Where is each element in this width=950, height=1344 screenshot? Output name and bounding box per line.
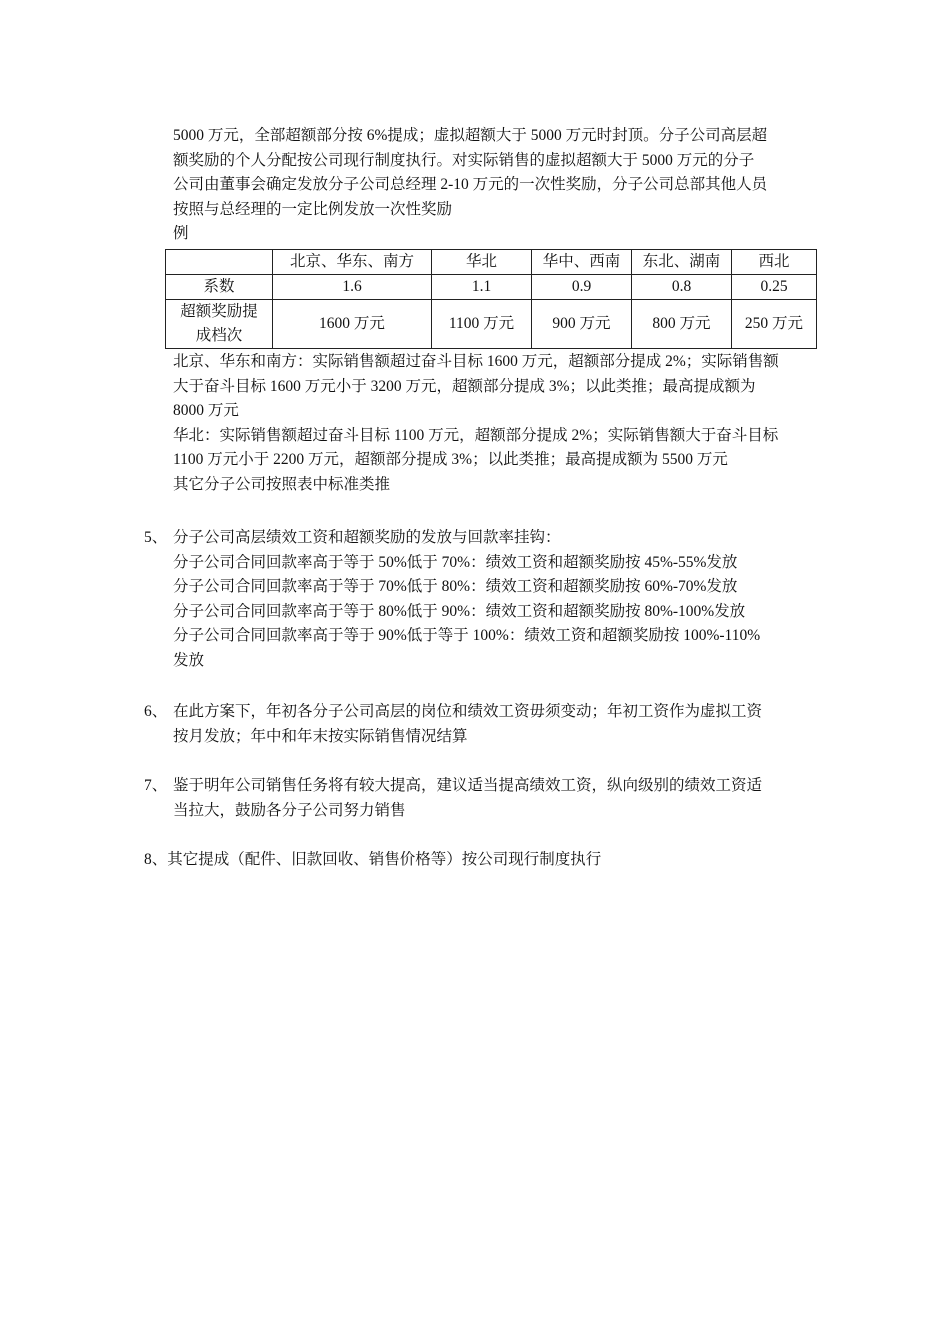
intro-line: 5000 万元，全部超额部分按 6%提成；虚拟超额大于 5000 万元时封顶。分子公司高层超 [173,127,768,144]
table-cell: 1.1 [432,275,532,300]
table-cell: 900 万元 [532,300,632,349]
section-line: 按月发放；年中和年末按实际销售情况结算 [173,727,468,745]
section-number: 5、 [144,529,168,546]
note-line: 华北：实际销售额超过奋斗目标 1100 万元，超额部分提成 2%；实际销售额大于奋斗目标 [173,426,779,444]
section-7 [144,774,814,823]
intro-line: 额奖励的个人分配按公司现行制度执行。对实际销售的虚拟超额大于 5000 万元的分子 [173,151,755,169]
section-5 [144,526,814,673]
note-line: 1100 万元小于 2200 万元，超额部分提成 3%；以此类推；最高提成额为 5500 万元 [173,451,728,468]
section-number: 6、 [144,703,168,720]
table-header-cell [166,250,273,275]
intro-paragraph [173,124,813,247]
table-cell: 250 万元 [732,300,817,349]
table-cell: 0.25 [732,275,817,300]
table-header-row [166,250,817,275]
section-6 [144,700,814,749]
table-cell: 1100 万元 [432,300,532,349]
table-header-cell: 华北 [432,250,532,275]
table-row-tier [166,300,817,349]
table-cell: 0.9 [532,275,632,300]
table-header-cell: 北京、华东、南方 [273,250,432,275]
section-8: 8、其它提成（配件、旧款回收、销售价格等）按公司现行制度执行 [144,851,602,868]
note-line: 北京、华东和南方：实际销售额超过奋斗目标 1600 万元，超额部分提成 2%；实际销售额 [173,353,779,370]
table-cell: 1.6 [273,275,432,300]
row-label-tier [166,300,273,349]
section-line: 分子公司合同回款率高于等于 70%低于 80%：绩效工资和超额奖励按 60%-70%发放 [173,578,738,595]
row-label-tier-line: 成档次 [195,327,243,344]
section-title: 分子公司高层绩效工资和超额奖励的发放与回款率挂钩： [173,529,561,546]
table-cell: 0.8 [632,275,732,300]
intro-line: 公司由董事会确定发放分子公司总经理 2-10 万元的一次性奖励，分子公司总部其他人员 [173,176,768,193]
section-line: 发放 [173,651,205,669]
region-notes [173,350,813,497]
note-line: 8000 万元 [173,402,239,419]
row-label-tier-line: 超额奖励提 [180,303,258,320]
table-header-cell: 西北 [732,250,817,275]
table-header-cell: 东北、湖南 [632,250,732,275]
section-number: 7、 [144,777,168,794]
section-line: 分子公司合同回款率高于等于 50%低于 70%：绩效工资和超额奖励按 45%-55%发放 [173,553,738,571]
table-header-cell: 华中、西南 [532,250,632,275]
section-line: 分子公司合同回款率高于等于 90%低于等于 100%：绩效工资和超额奖励按 100%-110% [173,627,761,644]
region-coefficient-table [165,249,817,349]
row-label-coefficient: 系数 [166,275,273,300]
section-line: 当拉大，鼓励各分子公司努力销售 [173,801,406,819]
table-cell: 800 万元 [632,300,732,349]
table-cell: 1600 万元 [273,300,432,349]
section-line: 分子公司合同回款率高于等于 80%低于 90%：绩效工资和超额奖励按 80%-100%发放 [173,602,746,620]
section-line: 鉴于明年公司销售任务将有较大提高，建议适当提高绩效工资，纵向级别的绩效工资适 [173,777,763,794]
section-line: 在此方案下，年初各分子公司高层的岗位和绩效工资毋须变动；年初工资作为虚拟工资 [173,703,763,720]
table-row-coefficient [166,275,817,300]
intro-line: 按照与总经理的一定比例发放一次性奖励 [173,200,453,218]
note-line: 大于奋斗目标 1600 万元小于 3200 万元，超额部分提成 3%；以此类推；最高提成额为 [173,377,756,395]
note-line: 其它分子公司按照表中标准类推 [173,475,391,493]
example-label: 例 [173,225,189,242]
